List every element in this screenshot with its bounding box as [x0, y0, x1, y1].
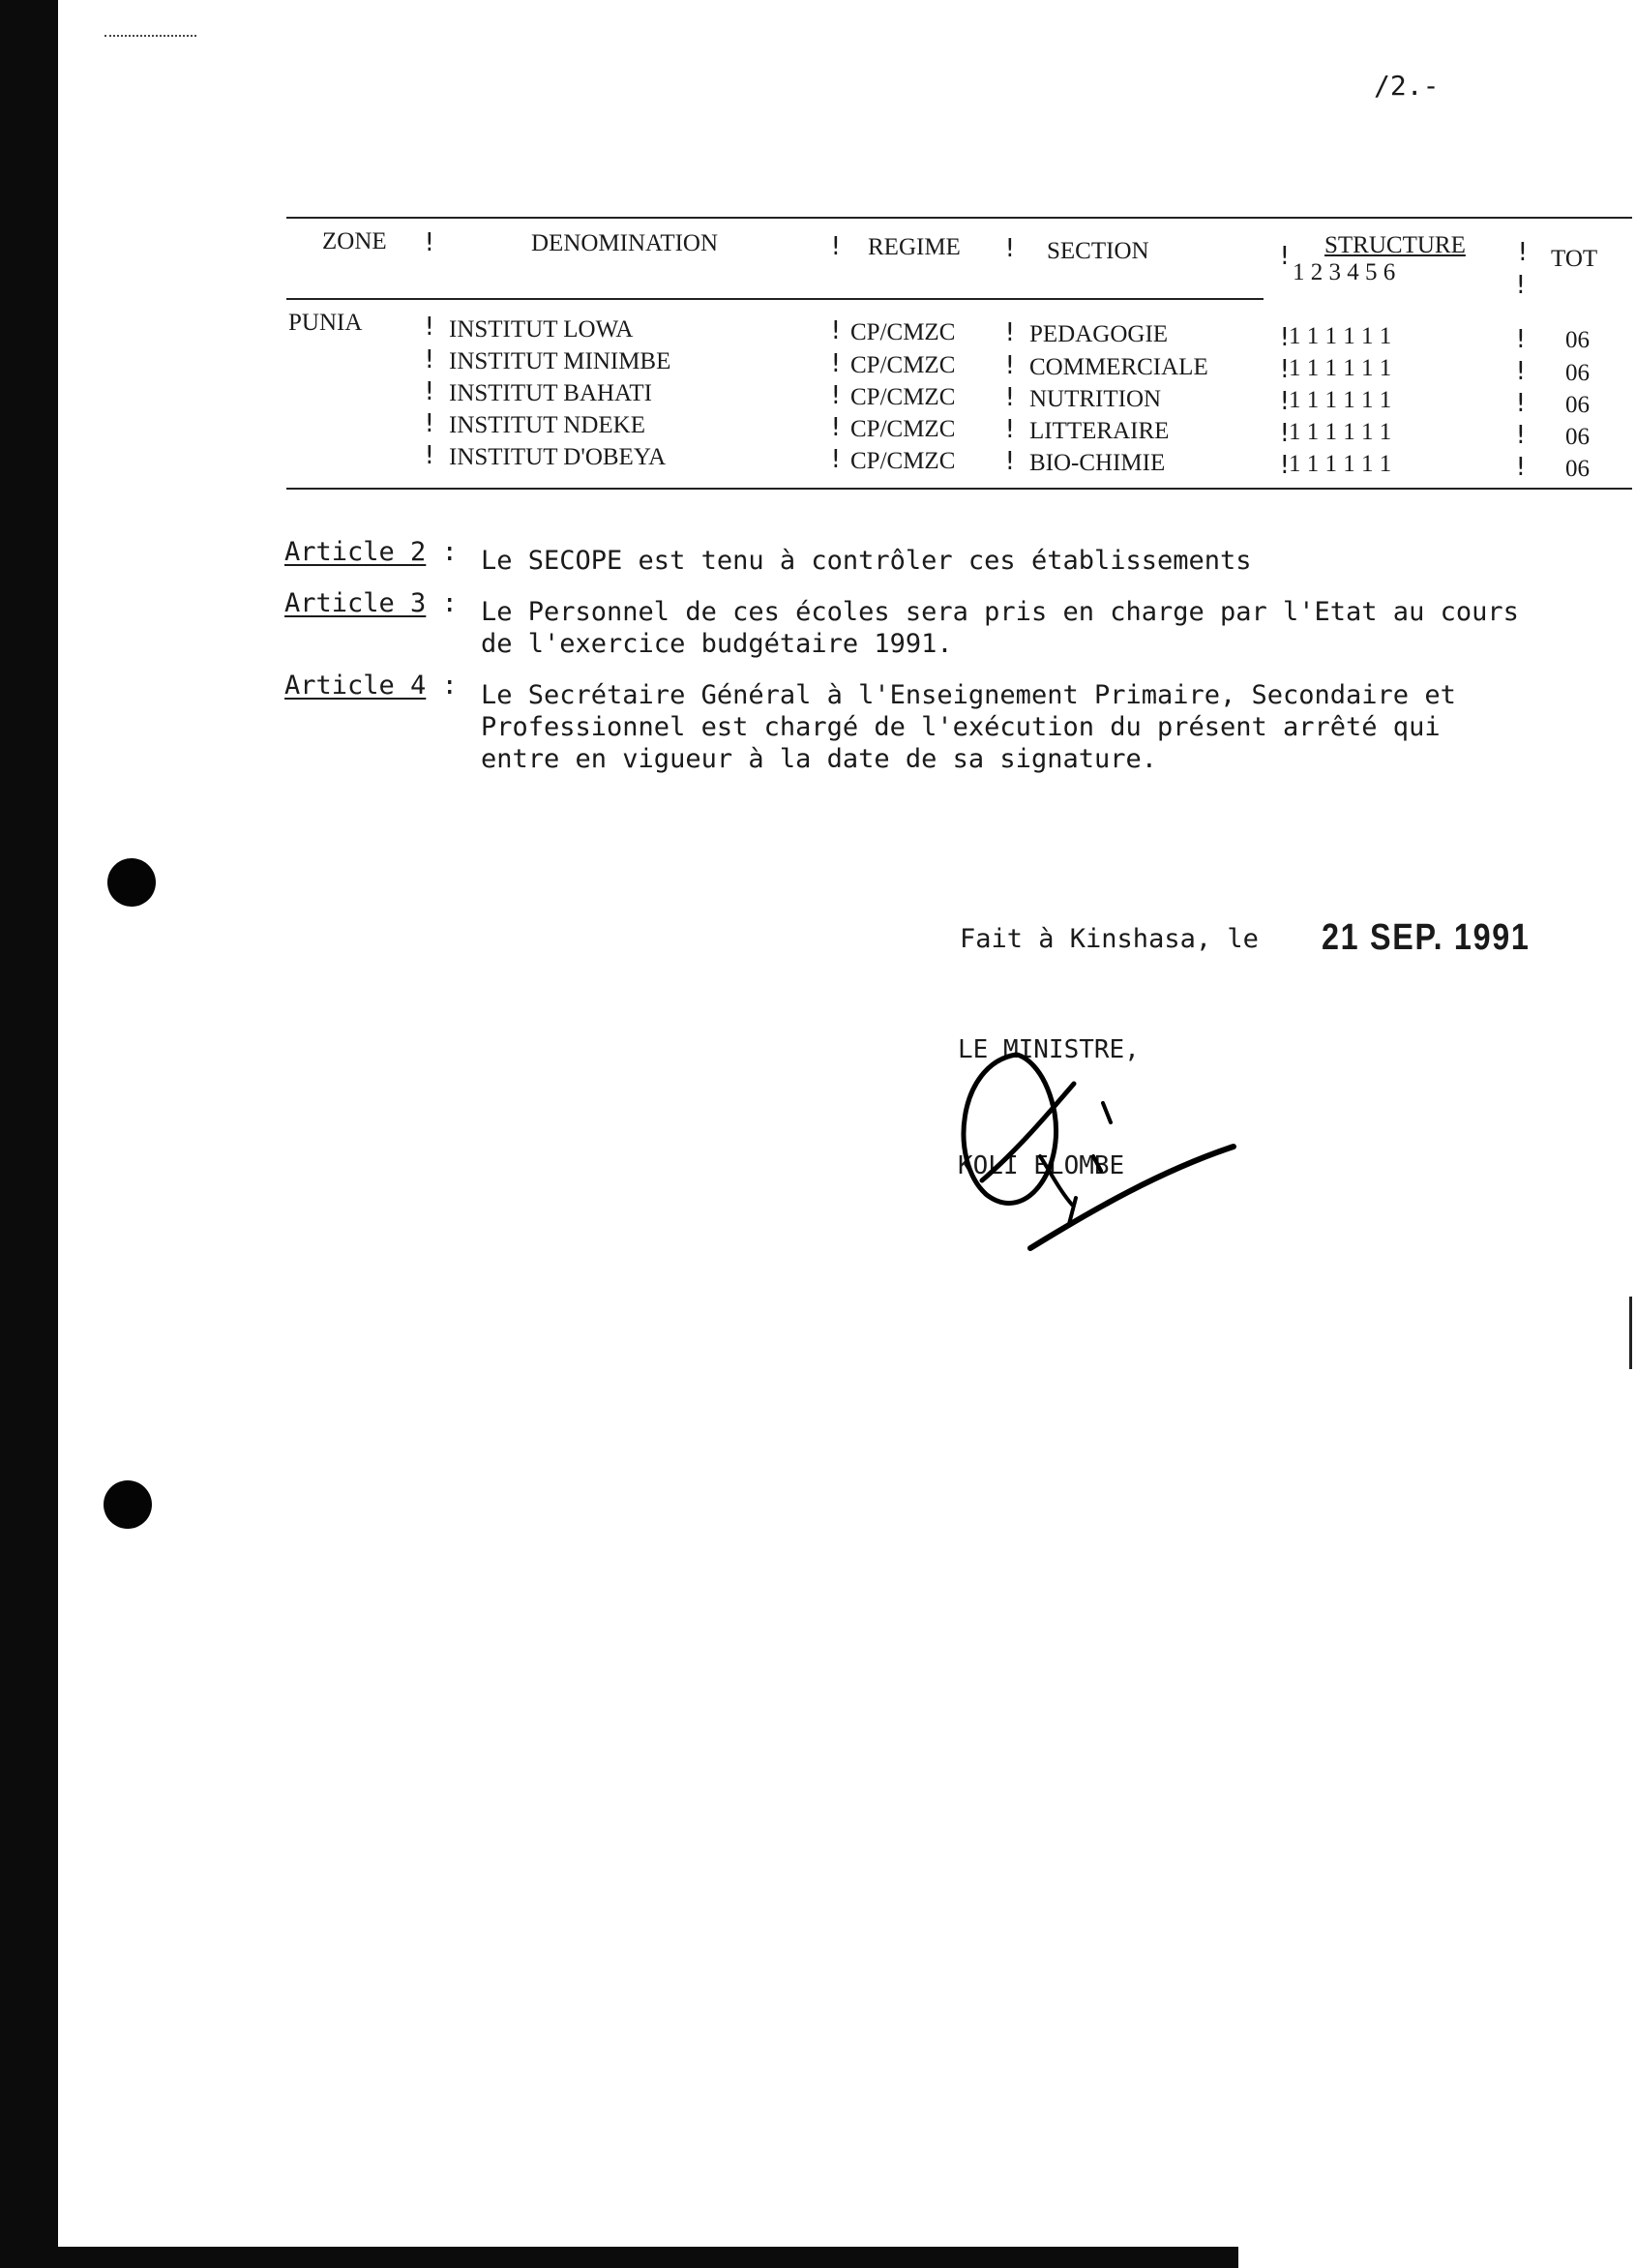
separator: ! — [828, 413, 844, 442]
row-denomination: INSTITUT MINIMBE — [449, 348, 671, 374]
article-label: Article 3 : — [284, 588, 458, 618]
row-structure: 1 1 1 1 1 1 — [1289, 323, 1392, 349]
row-structure: 1 1 1 1 1 1 — [1289, 355, 1392, 381]
row-total: 06 — [1565, 424, 1590, 450]
row-section: PEDAGOGIE — [1029, 321, 1169, 347]
row-section: LITTERAIRE — [1029, 418, 1170, 444]
article-label: Article 4 : — [284, 671, 458, 701]
separator: ! — [1277, 355, 1293, 384]
page-reference: /2.- — [1374, 70, 1440, 102]
separator: ! — [1277, 242, 1293, 271]
separator: ! — [1513, 421, 1529, 450]
row-section: COMMERCIALE — [1029, 354, 1208, 380]
header-regime: REGIME — [868, 234, 961, 260]
row-regime: CP/CMZC — [850, 448, 956, 474]
row-regime: CP/CMZC — [850, 384, 956, 410]
separator: ! — [1513, 271, 1529, 300]
scan-border-bottom — [0, 2247, 1238, 2268]
separator: ! — [1002, 447, 1018, 476]
minister-name: KOLI ELOMBE — [958, 1151, 1125, 1180]
separator: ! — [1513, 357, 1529, 386]
scan-border-left — [0, 0, 58, 2268]
table-header-rule — [286, 298, 1264, 300]
separator: ! — [1513, 325, 1529, 354]
scan-mark-right — [1629, 1297, 1632, 1369]
row-total: 06 — [1565, 360, 1590, 386]
separator: ! — [828, 349, 844, 378]
separator: ! — [422, 345, 437, 374]
row-total: 06 — [1565, 392, 1590, 418]
article-text-line: Le SECOPE est tenu à contrôler ces établissements — [481, 546, 1252, 576]
article-text-line: entre en vigueur à la date de sa signature. — [481, 744, 1157, 774]
article-text-line: Le Personnel de ces écoles sera pris en charge par l'Etat au cours — [481, 597, 1519, 627]
row-denomination: INSTITUT BAHATI — [449, 380, 652, 406]
article-text-line: Professionnel est chargé de l'exécution du présent arrêté qui — [481, 712, 1441, 742]
minister-title: LE MINISTRE, — [958, 1035, 1140, 1064]
article-text-line: de l'exercice budgétaire 1991. — [481, 629, 953, 659]
table-bottom-rule — [286, 488, 1632, 490]
row-section: BIO-CHIMIE — [1029, 450, 1166, 476]
header-structure: STRUCTURE — [1324, 232, 1466, 258]
date-stamp: 21 SEP. 1991 — [1322, 917, 1531, 958]
separator: ! — [1277, 387, 1293, 416]
row-structure: 1 1 1 1 1 1 — [1289, 419, 1392, 445]
row-regime: CP/CMZC — [850, 352, 956, 378]
row-denomination: INSTITUT NDEKE — [449, 412, 645, 438]
separator: ! — [828, 445, 844, 474]
punch-hole-bottom — [104, 1480, 152, 1529]
row-structure: 1 1 1 1 1 1 — [1289, 387, 1392, 413]
article-text-line: Le Secrétaire Général à l'Enseignement Primaire, Secondaire et — [481, 680, 1456, 710]
row-regime: CP/CMZC — [850, 319, 956, 345]
separator: ! — [1277, 451, 1293, 480]
separator: ! — [422, 313, 437, 342]
separator: ! — [828, 232, 844, 261]
header-structure-columns: 1 2 3 4 5 6 — [1293, 259, 1396, 285]
row-total: 06 — [1565, 327, 1590, 353]
article-label: Article 2 : — [284, 537, 458, 567]
separator: ! — [422, 409, 437, 438]
separator: ! — [828, 381, 844, 410]
header-section: SECTION — [1047, 238, 1149, 264]
separator: ! — [1002, 383, 1018, 412]
separator: ! — [1513, 453, 1529, 482]
separator: ! — [828, 316, 844, 345]
separator: ! — [422, 441, 437, 470]
separator: ! — [422, 228, 437, 257]
separator: ! — [422, 377, 437, 406]
separator: ! — [1002, 415, 1018, 444]
place-line: Fait à Kinshasa, le — [960, 924, 1259, 954]
header-total: TOT — [1551, 246, 1598, 272]
row-denomination: INSTITUT LOWA — [449, 316, 634, 343]
row-denomination: INSTITUT D'OBEYA — [449, 444, 667, 470]
row-regime: CP/CMZC — [850, 416, 956, 442]
row-section: NUTRITION — [1029, 386, 1162, 412]
scan-mark-top — [104, 29, 196, 37]
signature — [948, 1026, 1238, 1258]
punch-hole-top — [107, 858, 156, 907]
separator: ! — [1002, 234, 1018, 263]
separator: ! — [1277, 419, 1293, 448]
separator: ! — [1513, 389, 1529, 418]
row-total: 06 — [1565, 456, 1590, 482]
zone-name: PUNIA — [288, 310, 363, 336]
separator: ! — [1277, 323, 1293, 352]
table-top-rule — [286, 217, 1632, 219]
row-structure: 1 1 1 1 1 1 — [1289, 451, 1392, 477]
separator: ! — [1515, 238, 1531, 267]
header-zone: ZONE — [322, 228, 387, 254]
separator: ! — [1002, 318, 1018, 347]
separator: ! — [1002, 351, 1018, 380]
header-denomination: DENOMINATION — [531, 230, 719, 256]
